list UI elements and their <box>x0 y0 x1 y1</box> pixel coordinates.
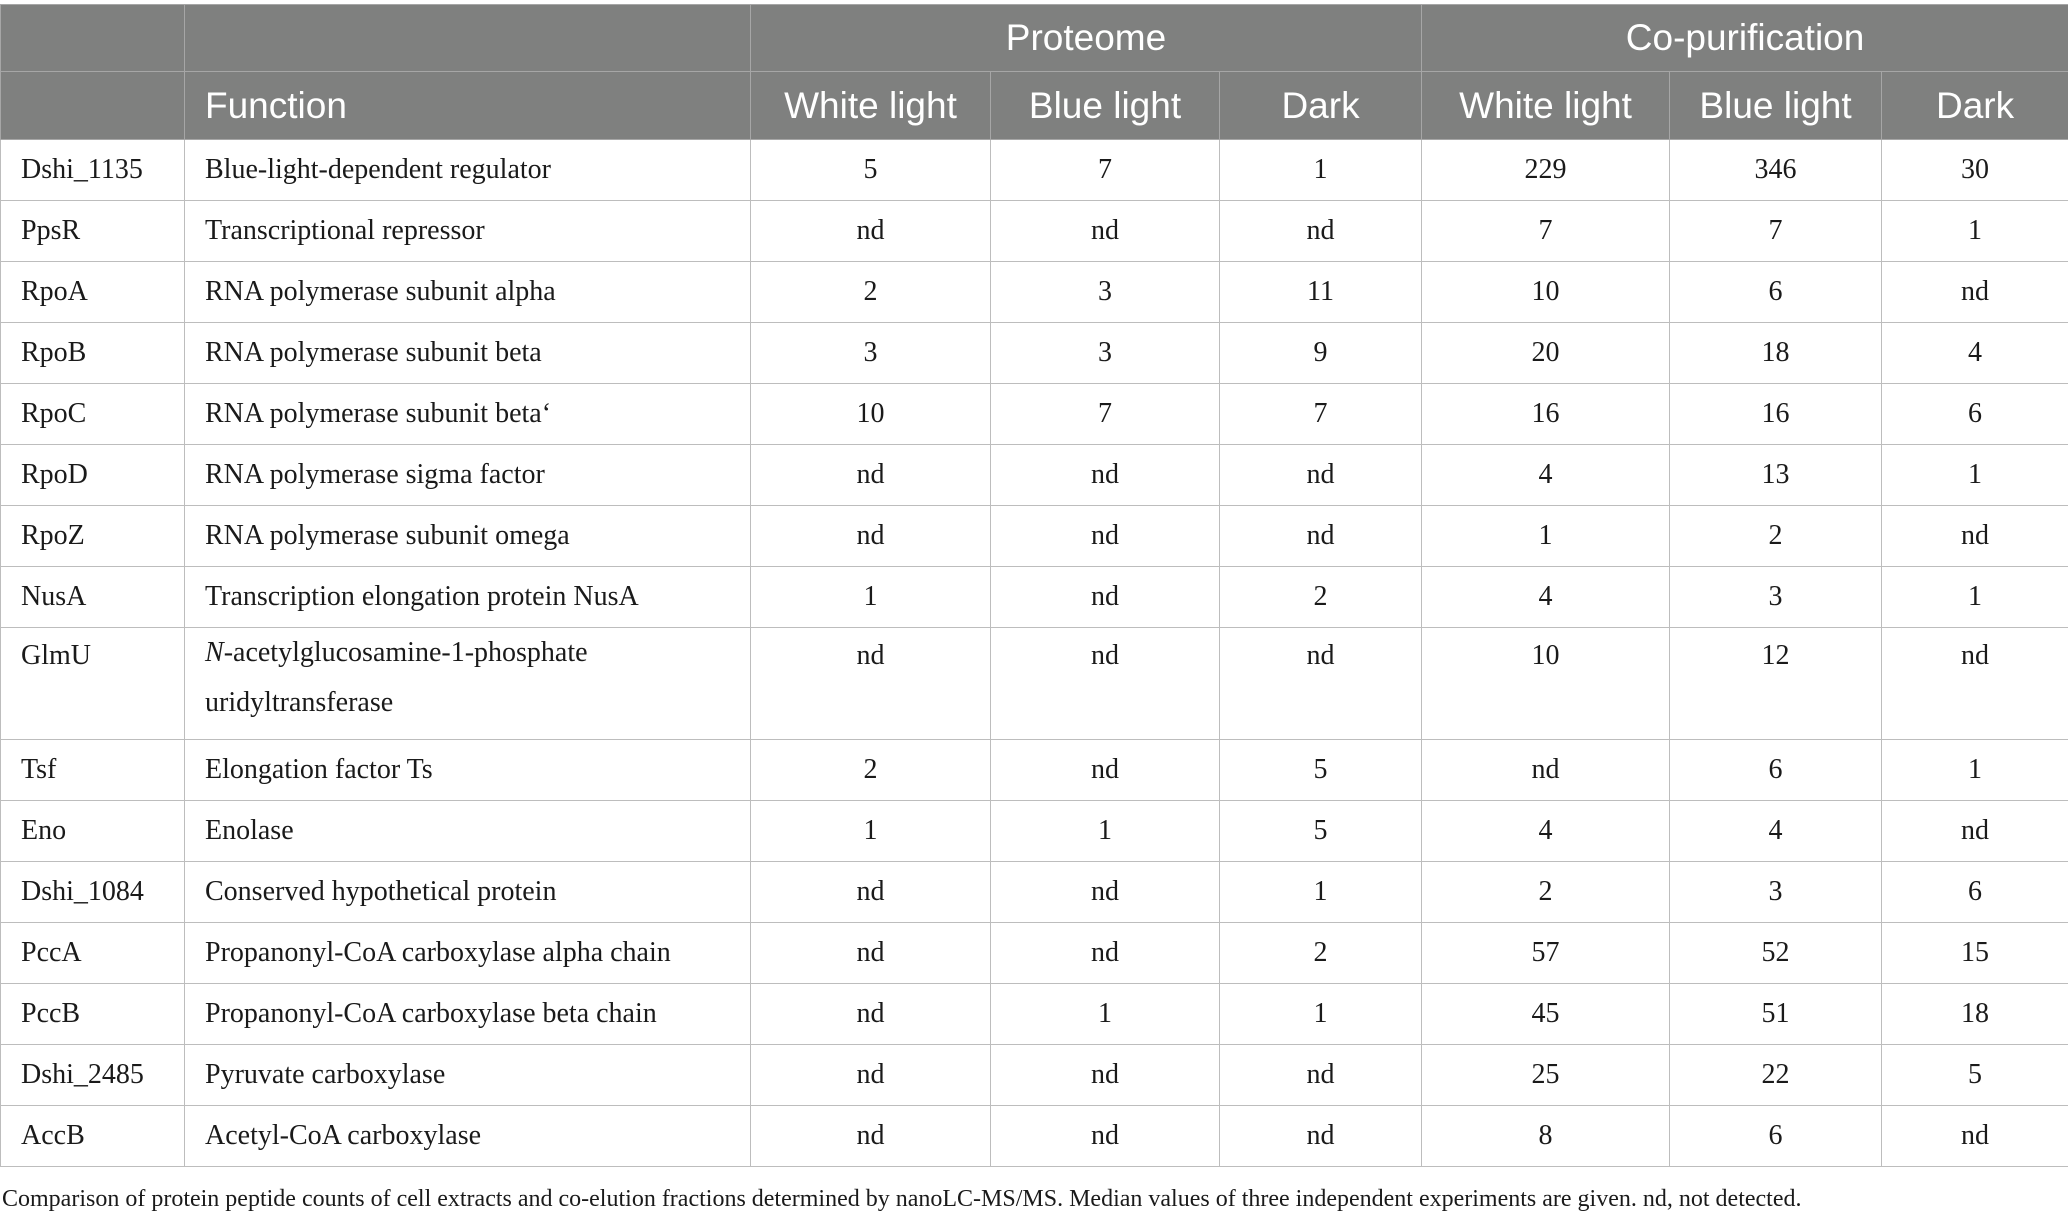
proteome-blue-cell: nd <box>991 1045 1220 1106</box>
copur-dark-cell: nd <box>1882 262 2068 323</box>
copur-blue-cell: 13 <box>1670 445 1882 506</box>
table-row <box>1 801 2068 862</box>
copur-dark-cell: nd <box>1882 506 2068 567</box>
function-cell: Enolase <box>185 801 751 862</box>
function-cell: Transcriptional repressor <box>185 201 751 262</box>
copur-dark-cell: 1 <box>1882 740 2068 801</box>
table-row <box>1 201 2068 262</box>
table-row <box>1 628 2068 740</box>
proteome-white-cell: nd <box>751 984 991 1045</box>
copur-white-cell: nd <box>1422 740 1670 801</box>
protein-name-cell: RpoD <box>1 445 185 506</box>
copur-white-cell: 10 <box>1422 262 1670 323</box>
table-row <box>1 923 2068 984</box>
proteome-blue-cell: 7 <box>991 384 1220 445</box>
proteome-blue-cell: nd <box>991 445 1220 506</box>
header-column-row <box>1 72 2068 140</box>
table-caption: Comparison of protein peptide counts of cell extracts and co-elution fractions determined by nanoLC-MS/MS. Median values of three independent experiments are given. nd, not detected. <box>2 1186 1802 1212</box>
proteome-white-cell: nd <box>751 201 991 262</box>
proteome-blue-cell: nd <box>991 506 1220 567</box>
copur-white-cell: 8 <box>1422 1106 1670 1167</box>
table-row <box>1 506 2068 567</box>
copur-blue-cell: 4 <box>1670 801 1882 862</box>
function-cell: RNA polymerase subunit beta <box>185 323 751 384</box>
proteome-white-cell: 2 <box>751 740 991 801</box>
function-cell: Propanonyl-CoA carboxylase beta chain <box>185 984 751 1045</box>
proteome-dark-cell: nd <box>1220 445 1422 506</box>
proteome-blue-cell: 1 <box>991 801 1220 862</box>
copur-dark-cell: 30 <box>1882 140 2068 201</box>
proteome-dark-cell: 2 <box>1220 923 1422 984</box>
copur-dark-cell: 4 <box>1882 323 2068 384</box>
header-group-proteome: Proteome <box>751 5 1422 72</box>
function-cell: Blue-light-dependent regulator <box>185 140 751 201</box>
proteome-blue-cell: 7 <box>991 140 1220 201</box>
header-col-blank <box>1 72 185 140</box>
proteome-dark-cell: nd <box>1220 628 1422 740</box>
proteome-blue-cell: nd <box>991 740 1220 801</box>
copur-white-cell: 10 <box>1422 628 1670 740</box>
protein-name-cell: Eno <box>1 801 185 862</box>
function-cell: Propanonyl-CoA carboxylase alpha chain <box>185 923 751 984</box>
copur-blue-cell: 2 <box>1670 506 1882 567</box>
copur-white-cell: 1 <box>1422 506 1670 567</box>
copur-white-cell: 4 <box>1422 567 1670 628</box>
proteome-dark-cell: nd <box>1220 201 1422 262</box>
copur-blue-cell: 6 <box>1670 1106 1882 1167</box>
copur-dark-cell: nd <box>1882 628 2068 740</box>
copur-blue-cell: 7 <box>1670 201 1882 262</box>
proteome-white-cell: 5 <box>751 140 991 201</box>
table-row <box>1 140 2068 201</box>
proteome-dark-cell: nd <box>1220 506 1422 567</box>
proteome-blue-cell: nd <box>991 567 1220 628</box>
function-cell: Pyruvate carboxylase <box>185 1045 751 1106</box>
table-row <box>1 984 2068 1045</box>
copur-blue-cell: 6 <box>1670 262 1882 323</box>
copur-white-cell: 45 <box>1422 984 1670 1045</box>
copur-dark-cell: nd <box>1882 1106 2068 1167</box>
data-table <box>0 4 2068 1167</box>
copur-blue-cell: 12 <box>1670 628 1882 740</box>
copur-dark-cell: 1 <box>1882 201 2068 262</box>
protein-name-cell: Dshi_1084 <box>1 862 185 923</box>
copur-blue-cell: 6 <box>1670 740 1882 801</box>
copur-dark-cell: 18 <box>1882 984 2068 1045</box>
copur-dark-cell: 1 <box>1882 445 2068 506</box>
copur-white-cell: 25 <box>1422 1045 1670 1106</box>
proteome-dark-cell: 9 <box>1220 323 1422 384</box>
proteome-blue-cell: 3 <box>991 323 1220 384</box>
function-cell: Acetyl-CoA carboxylase <box>185 1106 751 1167</box>
header-col-copur-white: White light <box>1422 72 1670 140</box>
protein-name-cell: Dshi_1135 <box>1 140 185 201</box>
header-group-row <box>1 5 2068 72</box>
table-row <box>1 262 2068 323</box>
header-col-copur-blue: Blue light <box>1670 72 1882 140</box>
copur-blue-cell: 18 <box>1670 323 1882 384</box>
header-group-copurification: Co-purification <box>1422 5 2068 72</box>
copur-blue-cell: 16 <box>1670 384 1882 445</box>
copur-white-cell: 16 <box>1422 384 1670 445</box>
function-italic-prefix: N <box>205 637 224 668</box>
proteome-dark-cell: 1 <box>1220 984 1422 1045</box>
function-text: -acetylglucosamine-1-phosphate uridyltransferase <box>205 637 588 718</box>
table-row <box>1 1045 2068 1106</box>
copur-blue-cell: 3 <box>1670 567 1882 628</box>
proteome-dark-cell: 11 <box>1220 262 1422 323</box>
proteome-white-cell: 2 <box>751 262 991 323</box>
table-row <box>1 862 2068 923</box>
proteome-white-cell: nd <box>751 445 991 506</box>
header-col-proteome-white: White light <box>751 72 991 140</box>
copur-blue-cell: 346 <box>1670 140 1882 201</box>
protein-name-cell: GlmU <box>1 628 185 740</box>
proteome-blue-cell: nd <box>991 862 1220 923</box>
function-cell: RNA polymerase subunit alpha <box>185 262 751 323</box>
proteome-dark-cell: 7 <box>1220 384 1422 445</box>
protein-name-cell: PpsR <box>1 201 185 262</box>
proteome-white-cell: nd <box>751 1045 991 1106</box>
header-col-proteome-blue: Blue light <box>991 72 1220 140</box>
copur-white-cell: 2 <box>1422 862 1670 923</box>
table-row <box>1 1106 2068 1167</box>
proteome-blue-cell: nd <box>991 1106 1220 1167</box>
proteome-blue-cell: nd <box>991 628 1220 740</box>
proteome-dark-cell: 2 <box>1220 567 1422 628</box>
copur-dark-cell: 5 <box>1882 1045 2068 1106</box>
protein-name-cell: NusA <box>1 567 185 628</box>
function-cell <box>185 628 751 740</box>
proteome-blue-cell: 1 <box>991 984 1220 1045</box>
proteome-dark-cell: 1 <box>1220 862 1422 923</box>
proteome-white-cell: 1 <box>751 567 991 628</box>
function-cell: RNA polymerase subunit beta‘ <box>185 384 751 445</box>
proteome-blue-cell: nd <box>991 201 1220 262</box>
proteome-dark-cell: 5 <box>1220 801 1422 862</box>
copur-white-cell: 229 <box>1422 140 1670 201</box>
proteome-white-cell: nd <box>751 862 991 923</box>
function-cell: Conserved hypothetical protein <box>185 862 751 923</box>
protein-name-cell: RpoB <box>1 323 185 384</box>
proteome-white-cell: nd <box>751 923 991 984</box>
copur-dark-cell: nd <box>1882 801 2068 862</box>
protein-name-cell: Dshi_2485 <box>1 1045 185 1106</box>
copur-white-cell: 57 <box>1422 923 1670 984</box>
table-body <box>1 140 2068 1167</box>
proteome-dark-cell: 1 <box>1220 140 1422 201</box>
copur-blue-cell: 3 <box>1670 862 1882 923</box>
copur-blue-cell: 52 <box>1670 923 1882 984</box>
table-row <box>1 567 2068 628</box>
protein-name-cell: RpoZ <box>1 506 185 567</box>
copur-dark-cell: 6 <box>1882 384 2068 445</box>
header-col-function: Function <box>185 72 751 140</box>
copur-dark-cell: 6 <box>1882 862 2068 923</box>
proteome-white-cell: nd <box>751 1106 991 1167</box>
proteome-blue-cell: 3 <box>991 262 1220 323</box>
proteome-white-cell: nd <box>751 628 991 740</box>
header-col-proteome-dark: Dark <box>1220 72 1422 140</box>
header-group-blank <box>1 5 185 72</box>
proteome-white-cell: 10 <box>751 384 991 445</box>
copur-white-cell: 4 <box>1422 801 1670 862</box>
copur-blue-cell: 51 <box>1670 984 1882 1045</box>
protein-name-cell: AccB <box>1 1106 185 1167</box>
protein-name-cell: Tsf <box>1 740 185 801</box>
header-col-copur-dark: Dark <box>1882 72 2068 140</box>
copur-white-cell: 20 <box>1422 323 1670 384</box>
proteome-dark-cell: 5 <box>1220 740 1422 801</box>
proteome-white-cell: 3 <box>751 323 991 384</box>
table-row <box>1 740 2068 801</box>
proteome-blue-cell: nd <box>991 923 1220 984</box>
protein-name-cell: PccB <box>1 984 185 1045</box>
protein-name-cell: RpoC <box>1 384 185 445</box>
header-group-blank-function <box>185 5 751 72</box>
proteome-white-cell: 1 <box>751 801 991 862</box>
copur-white-cell: 4 <box>1422 445 1670 506</box>
proteome-white-cell: nd <box>751 506 991 567</box>
copur-dark-cell: 1 <box>1882 567 2068 628</box>
table-row <box>1 384 2068 445</box>
table-row <box>1 445 2068 506</box>
proteome-dark-cell: nd <box>1220 1106 1422 1167</box>
copur-dark-cell: 15 <box>1882 923 2068 984</box>
function-cell: Elongation factor Ts <box>185 740 751 801</box>
protein-name-cell: PccA <box>1 923 185 984</box>
copur-white-cell: 7 <box>1422 201 1670 262</box>
protein-name-cell: RpoA <box>1 262 185 323</box>
function-cell: RNA polymerase sigma factor <box>185 445 751 506</box>
table-row <box>1 323 2068 384</box>
table-header <box>1 5 2068 140</box>
proteome-dark-cell: nd <box>1220 1045 1422 1106</box>
function-cell: RNA polymerase subunit omega <box>185 506 751 567</box>
function-cell: Transcription elongation protein NusA <box>185 567 751 628</box>
copur-blue-cell: 22 <box>1670 1045 1882 1106</box>
